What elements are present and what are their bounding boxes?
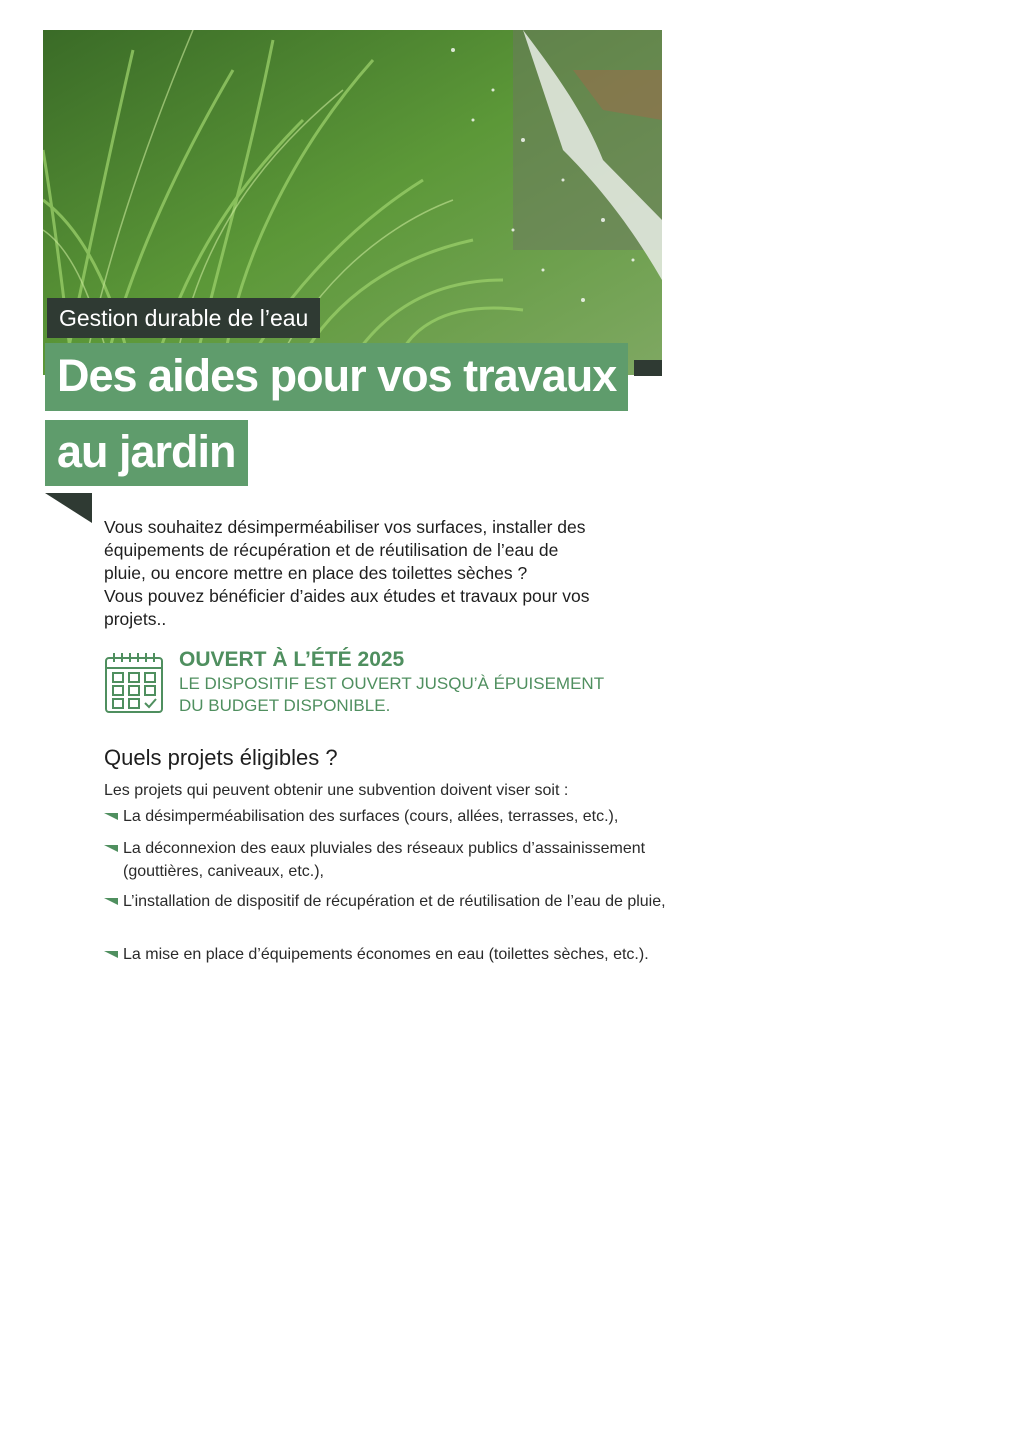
list-item-text: La déconnexion des eaux pluviales des réseaux publics d’assainissement (gouttières, caniveaux, etc.),	[123, 840, 646, 880]
list-item	[104, 943, 674, 966]
intro-line: Vous pouvez bénéficier d’aides aux études et travaux pour vos	[104, 586, 590, 606]
list-item-text: La mise en place d’équipements économes en eau (toilettes sèches, etc.).	[123, 946, 649, 963]
green-triangle-bullet-icon	[104, 951, 118, 958]
page-title-line-2: au jardin	[45, 420, 248, 486]
green-triangle-bullet-icon	[104, 898, 118, 905]
title-triangle-accent	[45, 493, 92, 523]
list-item-text: La désimperméabilisation des surfaces (cours, allées, terrasses, etc.),	[123, 808, 619, 825]
availability-title: OUVERT À L’ÉTÉ 2025	[179, 648, 405, 671]
list-item-text: L’installation de dispositif de récupération et de réutilisation de l’eau de pluie,	[123, 893, 666, 910]
availability-block	[179, 647, 604, 717]
green-triangle-bullet-icon	[104, 813, 118, 820]
intro-paragraph	[104, 516, 664, 631]
page-title-line-1: Des aides pour vos travaux	[45, 343, 628, 411]
list-item	[104, 805, 674, 828]
intro-line: Vous souhaitez désimperméabiliser vos surfaces, installer des	[104, 517, 586, 537]
intro-line: équipements de récupération et de réutilisation de l’eau de	[104, 540, 559, 560]
green-triangle-bullet-icon	[104, 845, 118, 852]
intro-line: projets..	[104, 609, 167, 629]
intro-line: pluie, ou encore mettre en place des toilettes sèches ?	[104, 563, 528, 583]
category-kicker: Gestion durable de l’eau	[47, 298, 320, 338]
projects-section-title: Quels projets éligibles ?	[104, 745, 338, 770]
projects-intro: Les projets qui peuvent obtenir une subvention doivent viser soit :	[104, 782, 569, 799]
title-corner-accent	[634, 360, 662, 376]
availability-desc-line: DU BUDGET DISPONIBLE.	[179, 696, 391, 715]
calendar-icon	[104, 650, 164, 714]
list-item	[104, 837, 674, 883]
availability-desc-line: LE DISPOSITIF EST OUVERT JUSQU’À ÉPUISEMENT	[179, 674, 605, 693]
list-item	[104, 890, 674, 913]
